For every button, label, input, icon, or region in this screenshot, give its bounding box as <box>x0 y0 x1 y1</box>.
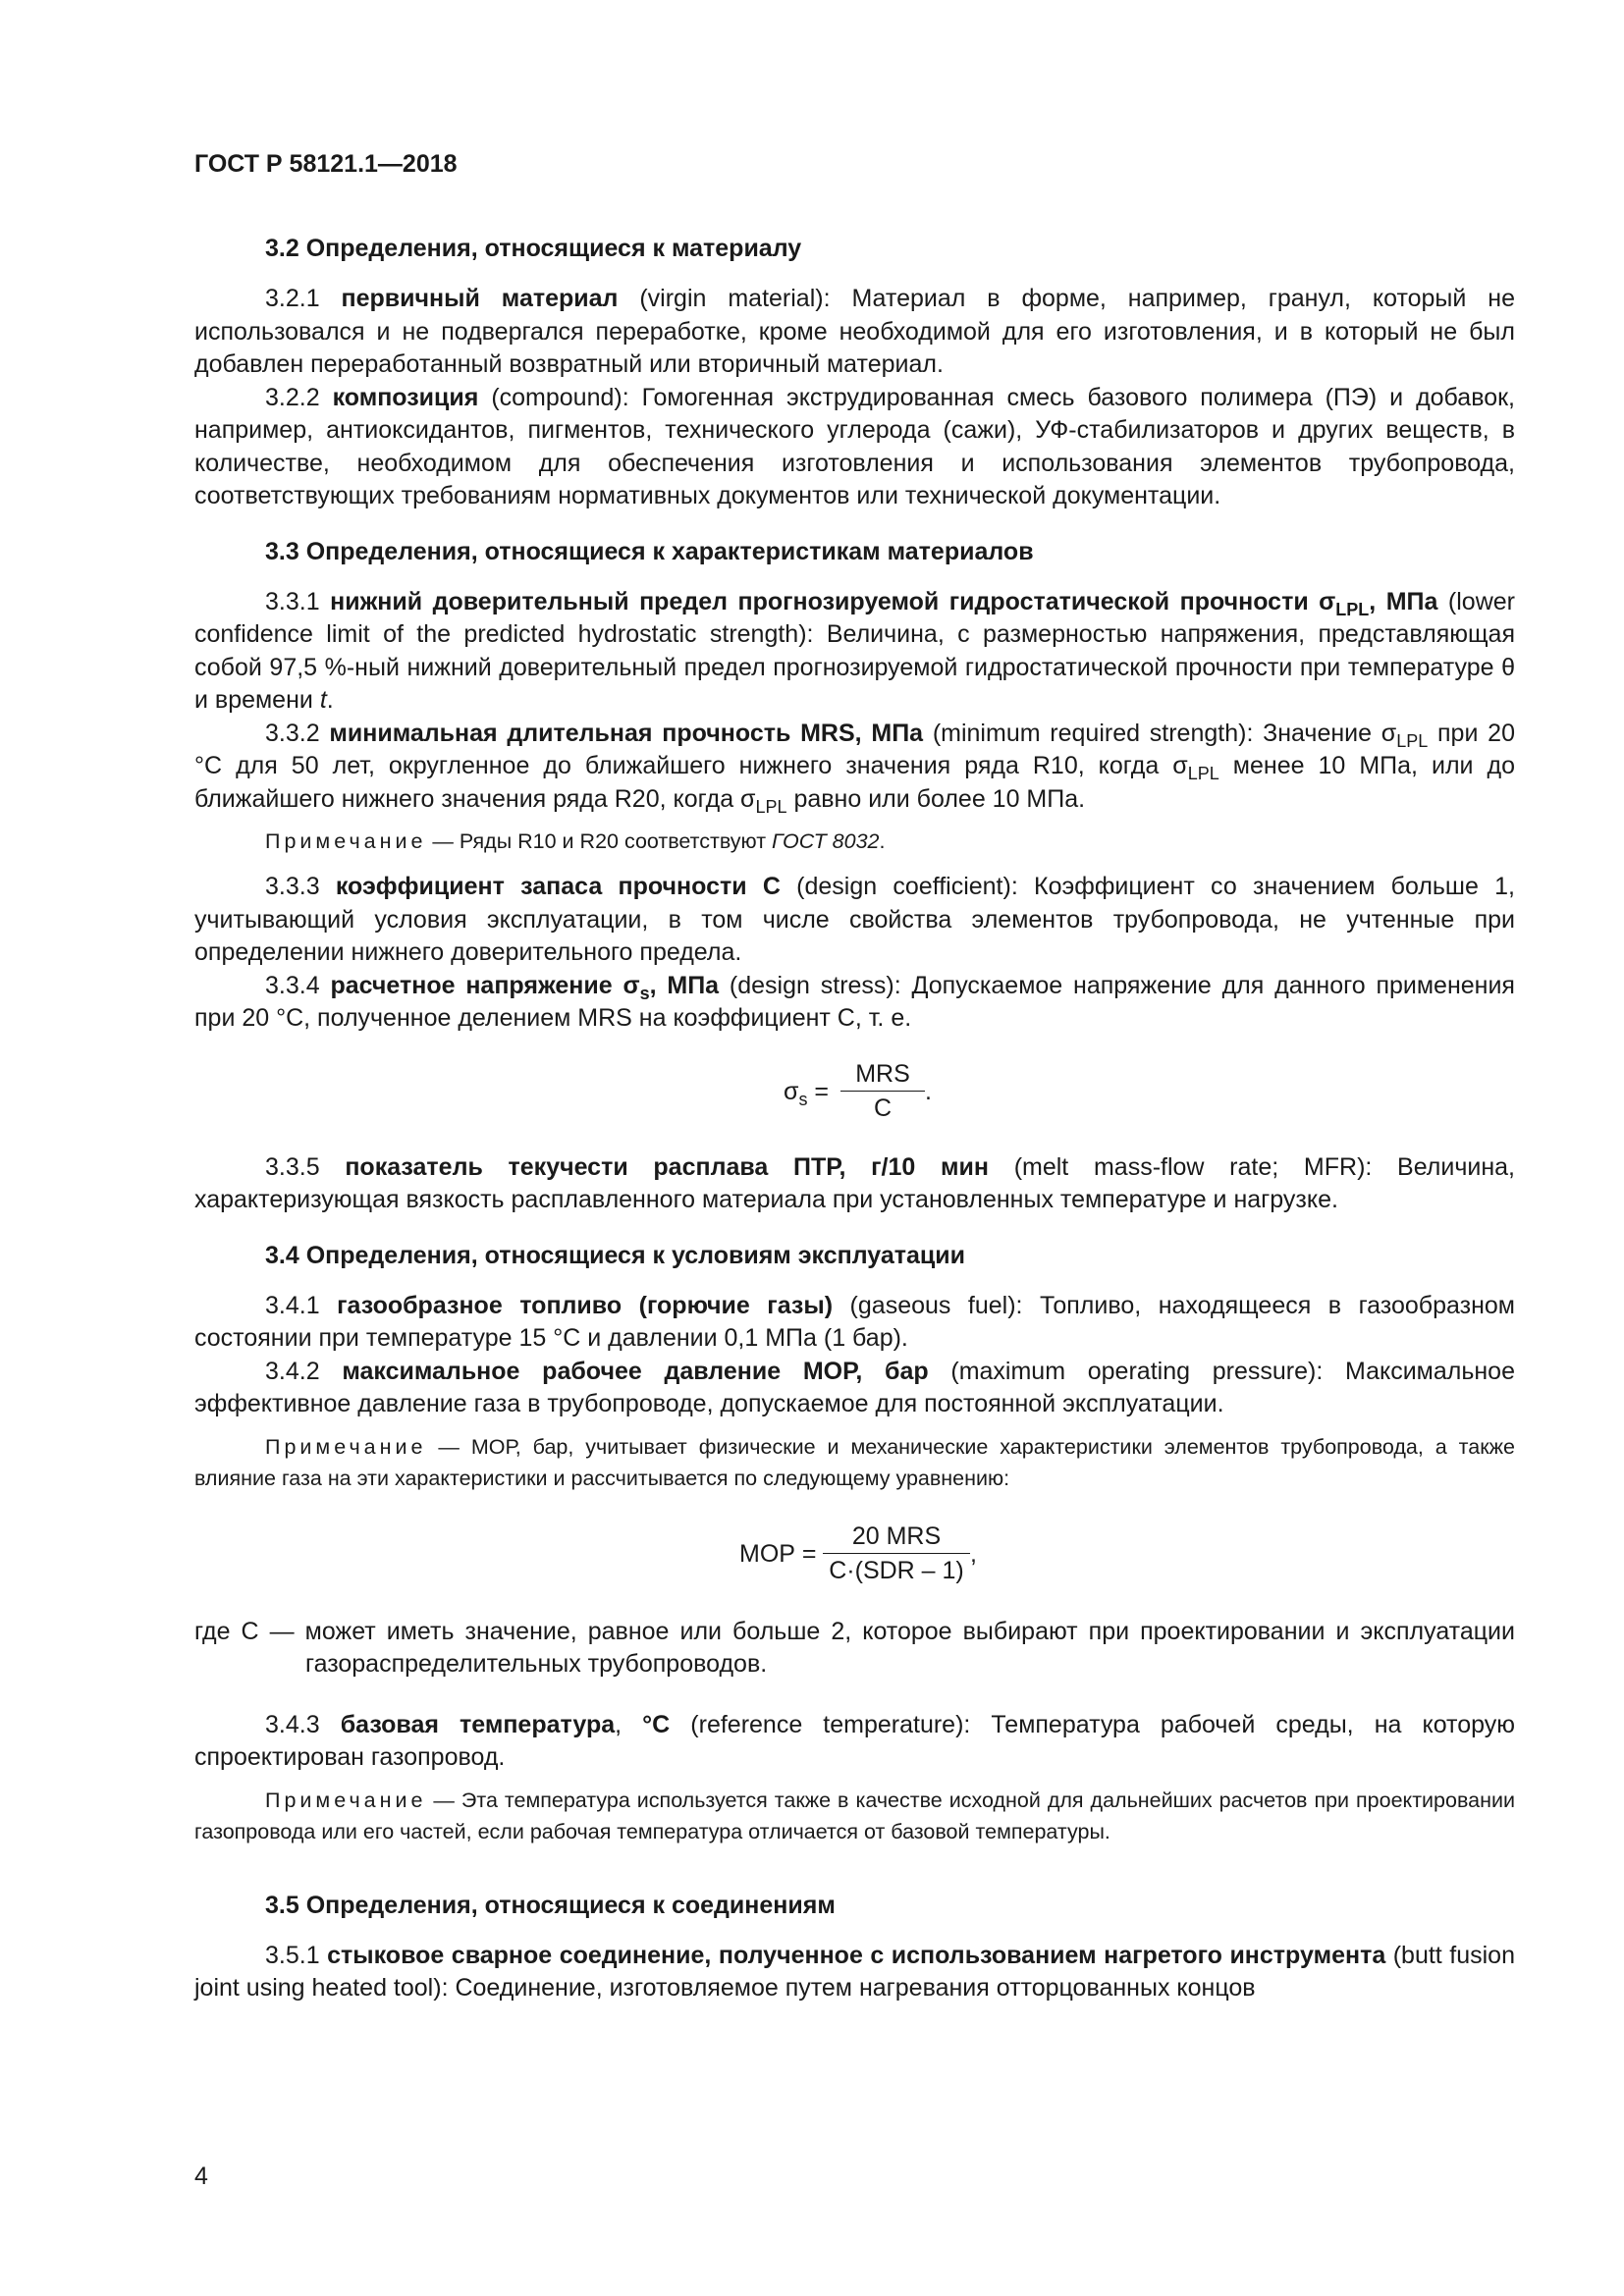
numerator: 20 MRS <box>851 1522 942 1550</box>
formula-legend: где С — может иметь значение, равное или больше 2, которое выбирают при проектировании и эксплуатации газораспределительных трубопроводов. <box>194 1617 1515 1678</box>
clause-3-4-3: 3.4.3 базовая температура, °С (reference temperature): Температура рабочей среды, на которую спроектирован газопровод. <box>194 1710 1515 1771</box>
clause-3-2-1: 3.2.1 первичный материал (virgin material): Материал в форме, например, гранул, который не использовался и не подвергался переработке, кроме необходимой для его изготовления, и в который не был добавлен переработанный возвратный или вторичный материал. <box>194 285 1515 378</box>
note-3-4-2: Примечание — МОР, бар, учитывает физические и механические характеристики элементов трубопровода, а также влияние газа на эти характеристики и рассчитывается по следующему уравнению: <box>194 1434 1515 1490</box>
section-3-2-title: 3.2 Определения, относящиеся к материалу <box>265 235 802 262</box>
denominator: C <box>840 1091 925 1125</box>
denominator: C·(SDR – 1) <box>823 1553 970 1587</box>
clause-3-3-4: 3.3.4 расчетное напряжение $\sigma_s$, МПа (design stress): Допускаемое напряжение для данного применения при 20 °С, полученное делением MRS на коэффициент С, т. е. <box>194 971 1515 1032</box>
clause-3-3-3: 3.3.3 коэффициент запаса прочности С (design coefficient): Коэффициент со значением больше 1, учитывающий условия эксплуатации, в том числе свойства элементов трубопровода, не учтенные при определении нижнего доверительного предела. <box>194 873 1515 966</box>
fraction <box>823 1520 970 1587</box>
document-page <box>194 147 1515 2005</box>
clause-3-3-1: 3.3.1 нижний доверительный предел прогнозируемой гидростатической прочности $\sigma_{LPL}$, МПа (lower confidence limit of the predicted hydrostatic strength): Величина, с размерностью напряжения, представляющая собой 97,5 %-ный нижний доверительный предел прогнозируемой гидростатической прочности при температуре θ и времени t. <box>194 587 1515 714</box>
formula-lhs: $\sigma_s$ = <box>784 1077 829 1109</box>
page-number: 4 <box>194 2163 208 2190</box>
clause-3-4-1: 3.4.1 газообразное топливо (горючие газы) (gaseous fuel): Топливо, находящееся в газообразном состоянии при температуре 15 °С и давлении 0,1 МПа (1 бар). <box>194 1291 1515 1352</box>
clause-3-2-2: 3.2.2 композиция (compound): Гомогенная экструдированная смесь базового полимера (ПЭ) и добавок, например, антиоксидантов, пигментов, технического углерода (сажи), УФ-стабилизаторов и других веществ, в количестве, необходимом для обеспечения изготовления и использования элементов трубопровода, соответствующих требованиям нормативных документов или технической документации. <box>194 383 1515 509</box>
section-3-4-title: 3.4 Определения, относящиеся к условиям эксплуатации <box>265 1241 966 1269</box>
note-3-4-3: Примечание — Эта температура используется также в качестве исходной для дальнейших расчетов при проектировании газопровода или его частей, если рабочая температура отличается от базовой температуры. <box>194 1788 1515 1843</box>
formula-end: , <box>970 1539 977 1568</box>
document-header: ГОСТ Р 58121.1—2018 <box>194 150 458 178</box>
clause-3-4-2: 3.4.2 максимальное рабочее давление МОР, бар (maximum operating pressure): Максимальное эффективное давление газа в трубопроводе, допускаемое для постоянной эксплуатации. <box>194 1357 1515 1417</box>
clause-3-5-1: 3.5.1 стыковое сварное соединение, полученное с использованием нагретого инструмента (butt fusion joint using heated tool): Соединение, изготовляемое путем нагревания отторцованных концов <box>194 1941 1515 2002</box>
clause-3-3-2: 3.3.2 минимальная длительная прочность MRS, МПа (minimum required strength): Значение $\sigma_{LPL}$ при 20 °С для 50 лет, округленное до ближайшего нижнего значения ряда R10, когда $\sigma_{LPL}$ менее 10 МПа, или до ближайшего нижнего значения ряда R20, когда $\sigma_{LPL}$ равно или более 10 МПа. <box>194 719 1516 817</box>
numerator: MRS <box>855 1059 910 1088</box>
formula-design-stress <box>194 1051 1515 1134</box>
formula-mop <box>194 1510 1515 1598</box>
section-3-5-title: 3.5 Определения, относящиеся к соединениям <box>265 1891 836 1919</box>
note-3-3-2: Примечание — Ряды R10 и R20 соответствуют ГОСТ 8032. <box>265 829 886 853</box>
fraction <box>840 1057 925 1125</box>
section-3-3-title: 3.3 Определения, относящиеся к характеристикам материалов <box>265 537 1034 565</box>
clause-3-3-5: 3.3.5 показатель текучести расплава ПТР, г/10 мин (melt mass-flow rate; MFR): Величина, характеризующая вязкость расплавленного материала при установленных температуре и нагрузке. <box>194 1152 1515 1213</box>
formula-lhs: МОР = <box>739 1539 817 1568</box>
formula-end: . <box>925 1077 932 1105</box>
